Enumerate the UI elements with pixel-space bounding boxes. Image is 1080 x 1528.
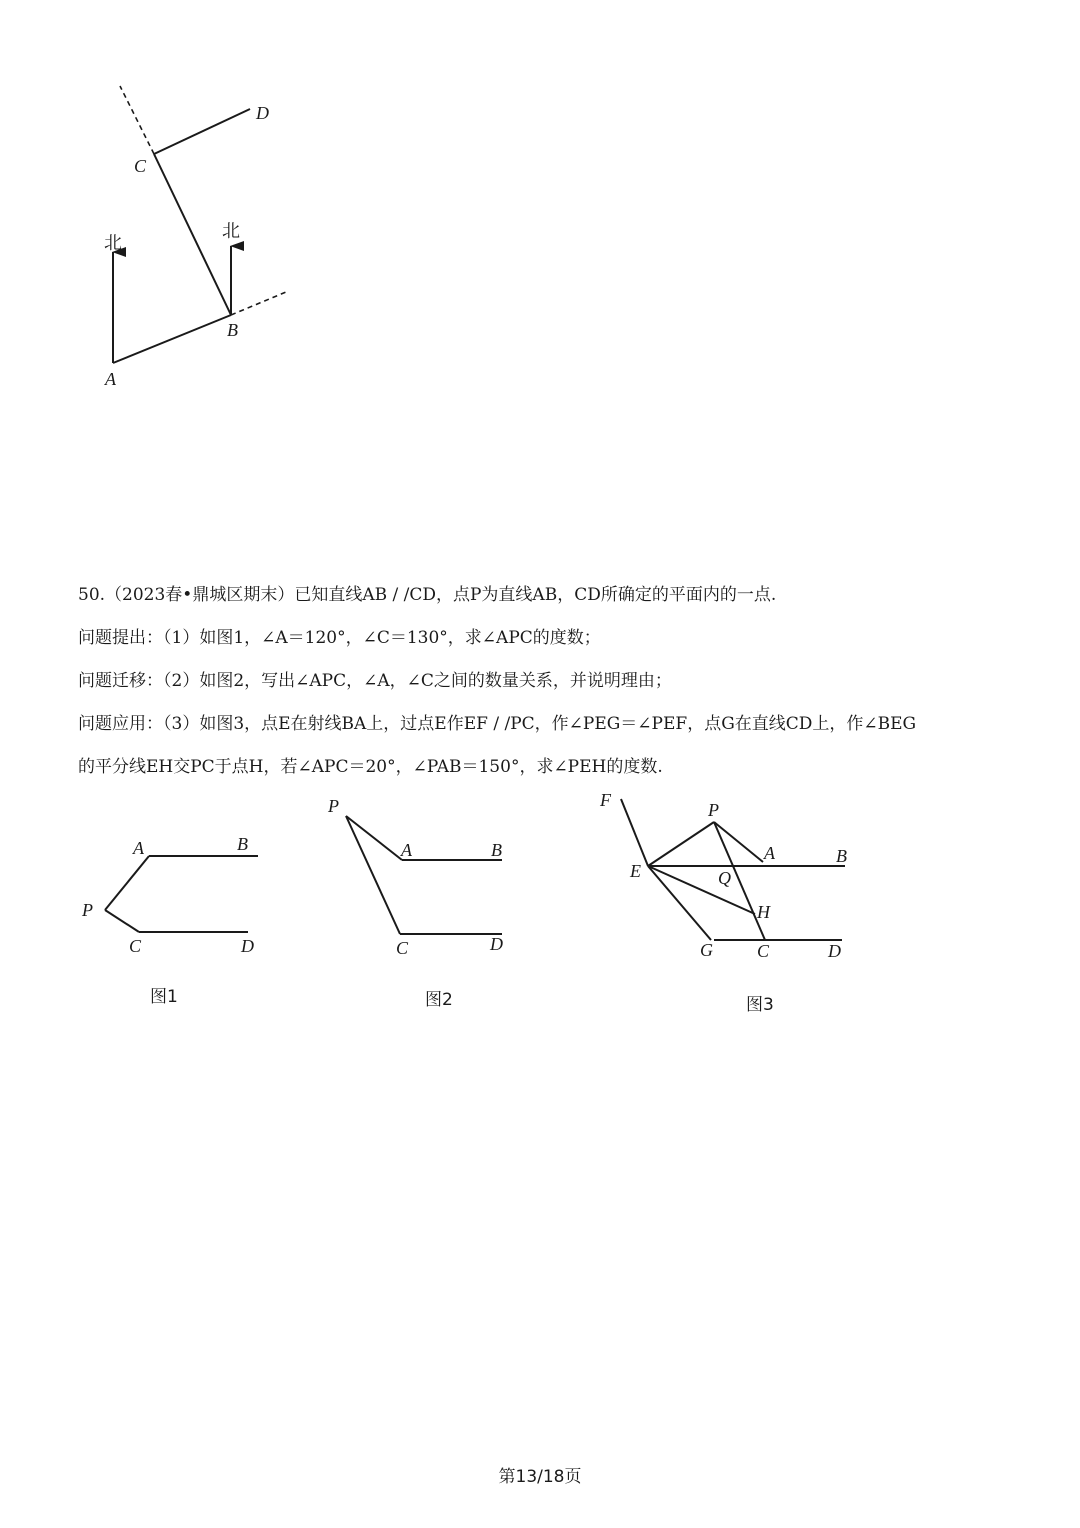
figure-1 [70,830,290,960]
label-a: A [105,369,116,389]
question-3: 问题应用：（3）如图3，点E在射线BA上，过点E作EF / /PC，作∠PEG＝∠PEF，点G在直线CD上，作∠BEG [78,714,917,734]
figure-1-caption: 图1 [150,987,178,1007]
fig2-label-a: A [401,840,412,860]
line-pa [346,816,402,860]
fig2-label-p: P [328,796,339,816]
fig1-label-p: P [82,900,93,920]
line-pa [714,822,763,862]
figure-3 [590,785,870,975]
page-number: 第13/18页 [498,1467,582,1487]
fig3-label-a: A [764,843,775,863]
dashed-extension-c [120,86,154,154]
fig1-label-a: A [133,838,144,858]
segment-bc [154,154,231,315]
line-pc [105,910,139,932]
north-label-right: 北 [222,221,240,242]
question-3-continued: 的平分线EH交PC于点H，若∠APC＝20°，∠PAB＝150°，求∠PEH的度数. [78,757,663,777]
dashed-extension-b [231,292,286,315]
fig1-label-b: B [237,834,248,854]
fig2-label-d: D [490,934,503,954]
fig3-label-c: C [757,941,770,961]
fig1-label-c: C [129,936,142,956]
figure-3-caption: 图3 [746,995,774,1015]
label-c: C [134,156,147,176]
fig3-label-d: D [828,941,841,961]
line-pa [105,856,149,910]
north-label-left: 北 [104,233,122,254]
question-1: 问题提出：（1）如图1，∠A＝120°，∠C＝130°，求∠APC的度数； [78,628,601,648]
fig3-label-h: H [757,902,770,922]
label-d: D [256,103,269,123]
bearing-diagram [0,0,1080,420]
fig3-label-p: P [708,800,719,820]
fig3-label-g: G [700,940,713,960]
question-2: 问题迁移：（2）如图2，写出∠APC，∠A，∠C之间的数量关系，并说明理由； [78,671,672,691]
problem-intro: 50.（2023春•鼎城区期末）已知直线AB / /CD，点P为直线AB，CD所确定的平面内的一点. [78,585,777,605]
fig1-label-d: D [241,936,254,956]
line-pc [346,816,400,934]
line-eh [648,866,755,914]
problem-50 [78,574,1008,789]
figure-2 [320,790,540,960]
label-b: B [227,320,238,340]
figure-2-caption: 图2 [425,990,453,1010]
fig3-label-b: B [836,846,847,866]
fig2-label-b: B [491,840,502,860]
fig3-label-q: Q [718,868,731,888]
fig2-label-c: C [396,938,409,958]
segment-ab [113,315,231,363]
line-ef [621,799,648,866]
line-ep [648,822,714,866]
line-eg [648,866,711,940]
fig3-label-e: E [630,861,641,881]
segment-cd [154,109,250,154]
fig3-label-f: F [600,790,611,810]
